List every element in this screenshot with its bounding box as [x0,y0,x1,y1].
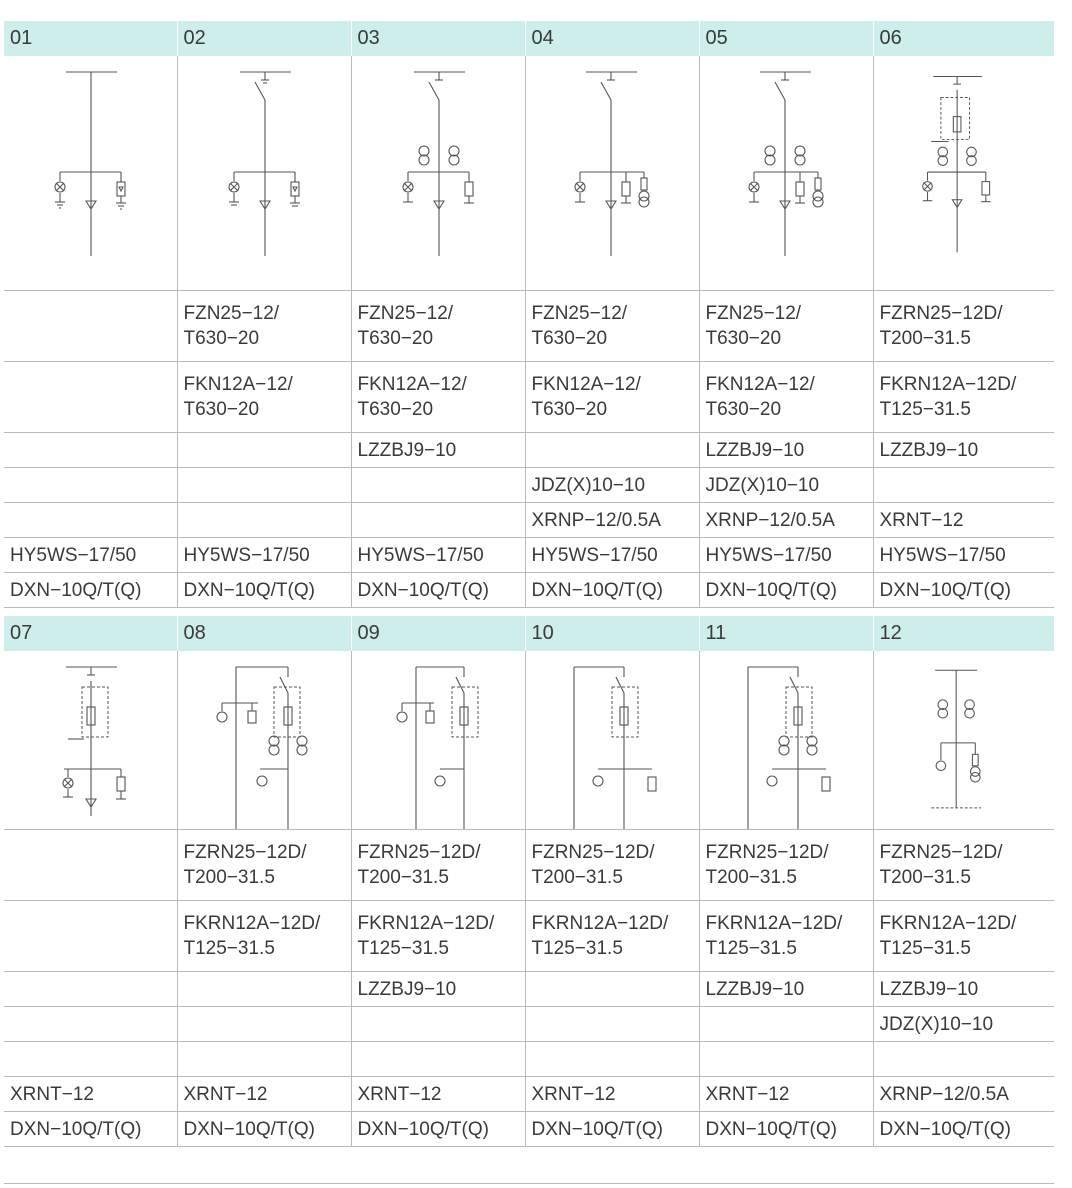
spec-cell [177,972,351,1007]
circuit-diagram-10 [525,651,699,830]
spec-cell: DXN−10Q/T(Q) [525,573,699,608]
circuit-diagram-07 [4,651,177,830]
spec-cell: FZRN25−12D/ T200−31.5 [873,830,1054,901]
spec-cell [177,1007,351,1042]
scheme-number: 10 [525,616,699,651]
single-line-diagram-icon [4,651,176,829]
spec-cell [351,1007,525,1042]
table-row [4,1077,1054,1112]
scheme-number: 09 [351,616,525,651]
table-row [4,468,1054,503]
spec-cell: HY5WS−17/50 [351,538,525,573]
spec-cell: FZN25−12/ T630−20 [351,291,525,362]
spec-cell: XRNP−12/0.5A [525,503,699,538]
spec-cell: DXN−10Q/T(Q) [4,573,177,608]
scheme-number: 06 [873,21,1054,56]
table-row [4,1112,1054,1147]
spec-cell [4,1042,177,1077]
spec-cell: FZN25−12/ T630−20 [177,291,351,362]
spec-cell: DXN−10Q/T(Q) [351,573,525,608]
scheme-number: 01 [4,21,177,56]
spec-cell [699,1007,873,1042]
spec-cell: LZZBJ9−10 [873,972,1054,1007]
single-line-diagram-icon [700,56,872,290]
spec-cell [177,503,351,538]
circuit-diagram-06 [873,56,1054,291]
spec-cell: HY5WS−17/50 [525,538,699,573]
spec-cell: XRNP−12/0.5A [699,503,873,538]
spec-cell [4,830,177,901]
scheme-number: 02 [177,21,351,56]
scheme-number: 12 [873,616,1054,651]
spec-cell [177,1042,351,1077]
spec-cell: FKN12A−12/ T630−20 [351,362,525,433]
spec-cell: DXN−10Q/T(Q) [699,573,873,608]
spec-cell: FKRN12A−12D/ T125−31.5 [873,901,1054,972]
spec-cell [525,433,699,468]
spec-cell: FKN12A−12/ T630−20 [699,362,873,433]
single-line-diagram-icon [700,651,872,829]
circuit-diagram-01 [4,56,177,291]
spec-cell [525,1007,699,1042]
spec-cell: FZN25−12/ T630−20 [699,291,873,362]
spec-cell [4,362,177,433]
circuit-diagram-row [4,56,1054,291]
spec-cell: LZZBJ9−10 [351,972,525,1007]
spec-cell: FKN12A−12/ T630−20 [525,362,699,433]
scheme-number: 04 [525,21,699,56]
spec-cell: FZRN25−12D/ T200−31.5 [177,830,351,901]
circuit-diagram-12 [873,651,1054,830]
spec-cell: HY5WS−17/50 [699,538,873,573]
divider [4,1183,1054,1184]
scheme-table-2 [4,616,1054,1147]
spec-cell: DXN−10Q/T(Q) [873,573,1054,608]
spec-cell [4,291,177,362]
spec-cell [4,468,177,503]
spec-cell [4,1007,177,1042]
spec-cell [177,468,351,503]
spec-cell [525,1042,699,1077]
circuit-diagram-08 [177,651,351,830]
spec-cell: JDZ(X)10−10 [525,468,699,503]
table-row [4,830,1054,901]
spec-cell: DXN−10Q/T(Q) [4,1112,177,1147]
spec-cell: FKRN12A−12D/ T125−31.5 [873,362,1054,433]
spec-cell: DXN−10Q/T(Q) [699,1112,873,1147]
spec-cell: FKRN12A−12D/ T125−31.5 [525,901,699,972]
spec-cell [4,433,177,468]
spec-cell [525,972,699,1007]
spec-cell: DXN−10Q/T(Q) [177,1112,351,1147]
spec-cell: JDZ(X)10−10 [873,1007,1054,1042]
spec-cell [351,1042,525,1077]
scheme-number-row [4,616,1054,651]
spec-cell: LZZBJ9−10 [699,433,873,468]
spec-cell: DXN−10Q/T(Q) [873,1112,1054,1147]
spec-cell: XRNT−12 [4,1077,177,1112]
spec-cell: FKN12A−12/ T630−20 [177,362,351,433]
scheme-number: 05 [699,21,873,56]
table-row [4,901,1054,972]
spec-cell [177,433,351,468]
table-row [4,1007,1054,1042]
spec-cell [873,1042,1054,1077]
spec-cell: XRNT−12 [351,1077,525,1112]
single-line-diagram-icon [874,56,1046,290]
spec-cell: FZN25−12/ T630−20 [525,291,699,362]
table-row [4,291,1054,362]
scheme-number-row [4,21,1054,56]
circuit-diagram-04 [525,56,699,291]
spec-cell: FKRN12A−12D/ T125−31.5 [699,901,873,972]
circuit-diagram-row [4,651,1054,830]
single-line-diagram-icon [352,56,524,290]
single-line-diagram-icon [178,651,350,829]
spec-cell: JDZ(X)10−10 [699,468,873,503]
spec-cell: XRNP−12/0.5A [873,1077,1054,1112]
spec-cell: DXN−10Q/T(Q) [351,1112,525,1147]
spec-cell: FKRN12A−12D/ T125−31.5 [351,901,525,972]
table-row [4,972,1054,1007]
scheme-table-1 [4,21,1054,608]
spec-cell: XRNT−12 [177,1077,351,1112]
spec-cell: FZRN25−12D/ T200−31.5 [351,830,525,901]
scheme-number: 11 [699,616,873,651]
table-row [4,573,1054,608]
spec-cell [351,503,525,538]
spec-cell [4,972,177,1007]
table-row [4,538,1054,573]
spec-cell: XRNT−12 [699,1077,873,1112]
spec-cell: FZRN25−12D/ T200−31.5 [699,830,873,901]
single-line-diagram-icon [352,651,524,829]
single-line-diagram-icon [874,651,1046,829]
single-line-diagram-icon [526,651,698,829]
single-line-diagram-icon [178,56,350,290]
spec-cell: LZZBJ9−10 [351,433,525,468]
spec-cell: HY5WS−17/50 [4,538,177,573]
spec-cell [699,1042,873,1077]
spec-cell: DXN−10Q/T(Q) [525,1112,699,1147]
table-row [4,362,1054,433]
scheme-number: 08 [177,616,351,651]
spec-cell: FZRN25−12D/ T200−31.5 [525,830,699,901]
single-line-diagram-icon [4,56,176,290]
spec-cell [873,468,1054,503]
scheme-number: 07 [4,616,177,651]
table-row [4,433,1054,468]
spec-cell: XRNT−12 [525,1077,699,1112]
circuit-diagram-11 [699,651,873,830]
table-row [4,1042,1054,1077]
table-row [4,503,1054,538]
scheme-number: 03 [351,21,525,56]
spec-cell [351,468,525,503]
circuit-diagram-09 [351,651,525,830]
spec-cell: DXN−10Q/T(Q) [177,573,351,608]
single-line-diagram-icon [526,56,698,290]
circuit-diagram-03 [351,56,525,291]
spec-cell: LZZBJ9−10 [873,433,1054,468]
spec-cell: HY5WS−17/50 [873,538,1054,573]
circuit-diagram-05 [699,56,873,291]
spec-cell: FZRN25−12D/ T200−31.5 [873,291,1054,362]
spec-cell: FKRN12A−12D/ T125−31.5 [177,901,351,972]
spec-cell [4,901,177,972]
spec-cell: LZZBJ9−10 [699,972,873,1007]
spec-cell: XRNT−12 [873,503,1054,538]
spec-cell [4,503,177,538]
circuit-diagram-02 [177,56,351,291]
spec-cell: HY5WS−17/50 [177,538,351,573]
